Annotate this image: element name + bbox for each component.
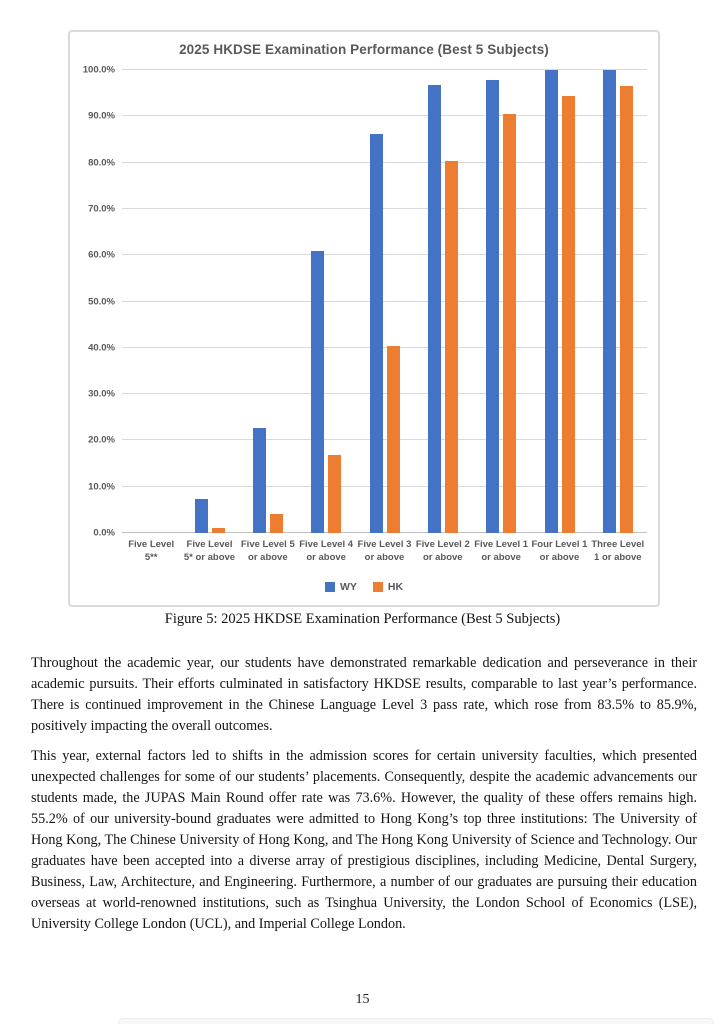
x-axis-label-7: Four Level 1 or above: [531, 539, 588, 563]
page-number: 15: [355, 992, 370, 1007]
legend-label-wy: WY: [339, 581, 357, 593]
body-text: [31, 653, 697, 944]
x-axis-labels: [122, 539, 647, 564]
y-axis-tick-label: 0.0%: [93, 527, 115, 539]
bar-hk-3: [328, 455, 341, 533]
x-axis-label-5: Five Level 2 or above: [415, 539, 470, 563]
legend-label-hk: HK: [387, 581, 404, 593]
bar-hk-7: [562, 96, 575, 533]
x-axis-label-4: Five Level 3 or above: [357, 539, 412, 563]
y-axis-tick-label: 70.0%: [88, 203, 115, 215]
x-axis-label-0: Five Level 5**: [128, 539, 175, 563]
gridline: [122, 69, 647, 70]
bar-hk-4: [387, 346, 400, 533]
legend-item-wy: [325, 581, 357, 593]
legend-item-hk: [373, 581, 403, 593]
bar-hk-6: [503, 114, 516, 533]
y-axis-tick-label: 40.0%: [88, 342, 115, 354]
figure-caption: Figure 5: 2025 HKDSE Examination Performance (Best 5 Subjects): [164, 611, 561, 627]
bar-hk-8: [620, 86, 633, 533]
bar-wy-7: [545, 70, 558, 533]
y-axis-tick-label: 100.0%: [82, 64, 115, 76]
y-axis-tick-label: 60.0%: [88, 249, 115, 261]
y-axis-tick-label: 20.0%: [88, 434, 115, 446]
bar-wy-1: [195, 499, 208, 533]
bar-hk-5: [445, 161, 458, 533]
bar-wy-2: [253, 428, 266, 533]
paragraph-2: This year, external factors led to shifts in the admission scores for certain university faculties, which presented unexpected challenges for some of our students’ placements. Consequently, despite the academic advancements our students made, the JUPAS Main Round offer rate was 73.6%. However, the quality of these offers remains high. 55.2% of our university-bound graduates were admitted to Hong Kong’s top three institutions: The University of Hong Kong, The Chinese University of Hong Kong, and The Hong Kong University of Science and Technology. Our graduates have been accepted into a diverse array of prestigious disciplines, including Medicine, Dental Surgery, Business, Law, Architecture, and Engineering. Furthermore, a number of our graduates are pursuing their education overseas at world-renowned institutions, such as Tsinghua University, the London School of Economics (LSE), University College London (UCL), and Imperial College London.: [31, 748, 697, 932]
y-axis-tick-label: 50.0%: [88, 296, 115, 307]
hkdse-performance-chart: [68, 30, 660, 607]
bar-wy-5: [428, 85, 441, 533]
bar-wy-3: [311, 251, 324, 533]
chart-title: 2025 HKDSE Examination Performance (Best 5 Subjects): [179, 42, 549, 57]
y-axis-tick-label: 30.0%: [88, 388, 115, 400]
bar-wy-4: [370, 134, 383, 533]
bar-hk-1: [212, 528, 225, 533]
x-axis-label-3: Five Level 4 or above: [299, 539, 354, 563]
x-axis-label-1: Five Level 5* or above: [183, 539, 236, 563]
x-axis-label-2: Five Level 5 or above: [240, 539, 295, 563]
y-axis-tick-label: 10.0%: [88, 481, 115, 493]
next-page-table-edge: [118, 1018, 714, 1024]
legend-swatch-hk: [373, 582, 383, 592]
paragraph-1: Throughout the academic year, our students have demonstrated remarkable dedication and perseverance in their academic pursuits. Their efforts culminated in satisfactory HKDSE results, comparable to last year’s performance. There is continued improvement in the Chinese Language Level 3 pass rate, which rose from 83.5% to 85.9%, positively impacting the overall outcomes.: [31, 655, 697, 734]
chart-plot-area: [82, 64, 647, 539]
y-axis-tick-label: 80.0%: [88, 157, 115, 169]
bar-wy-6: [486, 80, 499, 533]
y-axis-tick-label: 90.0%: [88, 110, 115, 122]
x-axis-label-8: Three Level 1 or above: [591, 539, 645, 563]
bar-hk-2: [270, 514, 283, 533]
chart-legend: [70, 581, 658, 593]
x-axis-label-6: Five Level 1 or above: [474, 539, 529, 563]
legend-swatch-wy: [325, 582, 335, 592]
bar-wy-8: [603, 70, 616, 533]
